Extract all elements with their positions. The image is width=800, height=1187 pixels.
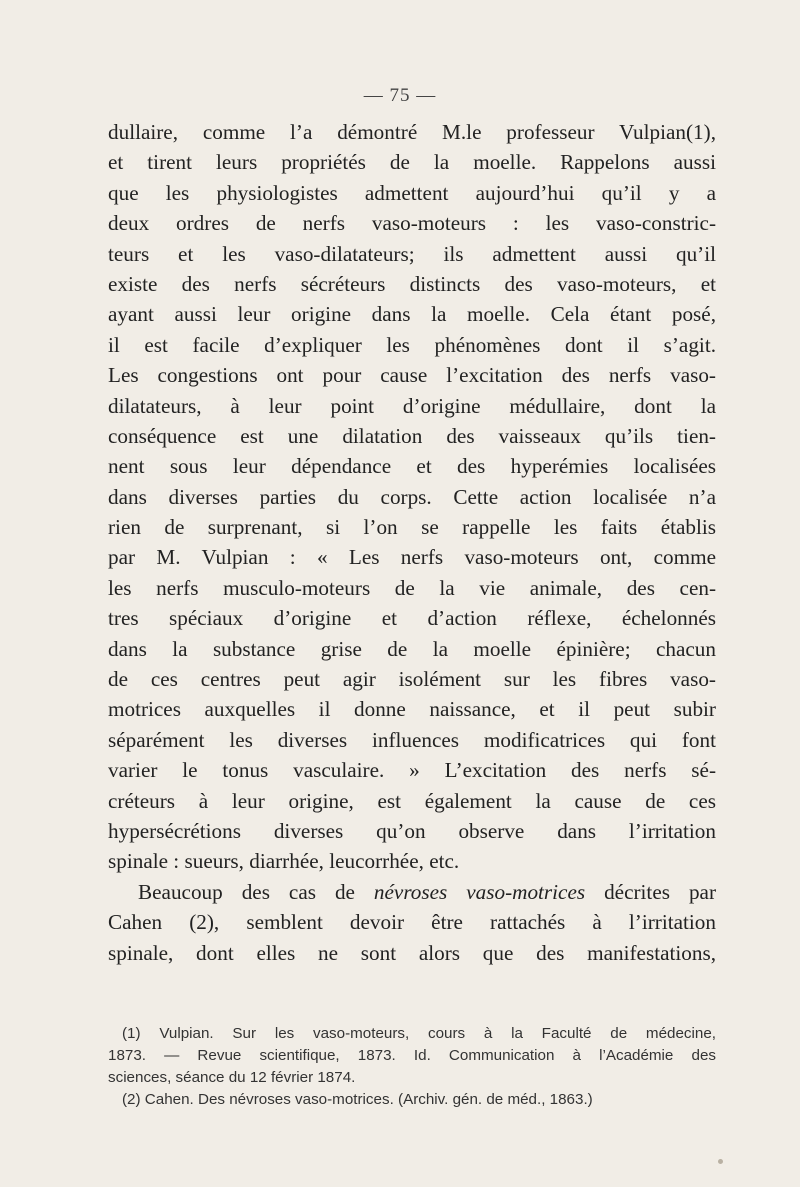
text-line: spinale, dont elles ne sont alors que des manifestations, <box>108 940 716 965</box>
footnote-line: (2) Cahen. Des névroses vaso-motrices. (Archiv. gén. de méd., 1863.) <box>122 1091 593 1108</box>
footnote-line: sciences, séance du 12 février 1874. <box>108 1069 356 1086</box>
text-line: spinale : sueurs, diarrhée, leucorrhée, etc. <box>108 849 460 874</box>
paragraph-first-line <box>108 877 716 907</box>
text-line: motrices auxquelles il donne naissance, et il peut subir <box>108 697 716 722</box>
main-text <box>108 117 716 968</box>
text-line: séparément les diverses influences modificatrices qui font <box>108 727 716 752</box>
text-line: Les congestions ont pour cause l’excitation des nerfs vaso- <box>108 363 716 388</box>
text-line: deux ordres de nerfs vaso-moteurs : les vaso-constric- <box>108 211 716 236</box>
text-line: Cahen (2), semblent devoir être rattachés à l’irritation <box>108 910 716 935</box>
paper-speck <box>718 1159 723 1164</box>
text-line: par M. Vulpian : « Les nerfs vaso-moteurs ont, comme <box>108 545 716 570</box>
text-line: dilatateurs, à leur point d’origine médullaire, dont la <box>108 393 716 418</box>
text-run: Beaucoup des cas de <box>138 879 374 904</box>
text-line: teurs et les vaso-dilatateurs; ils admettent aussi qu’il <box>108 241 716 266</box>
page-number: — 75 — <box>363 85 437 106</box>
text-line: les nerfs musculo-moteurs de la vie animale, des cen- <box>108 575 716 600</box>
text-line: il est facile d’expliquer les phénomènes dont il s’agit. <box>108 332 716 357</box>
text-line: varier le tonus vasculaire. » L’excitation des nerfs sé- <box>108 758 716 783</box>
text-line: dans diverses parties du corps. Cette action localisée n’a <box>108 484 716 509</box>
text-line: tres spéciaux d’origine et d’action réflexe, échelonnés <box>108 606 716 631</box>
text-line: rien de surprenant, si l’on se rappelle les faits établis <box>108 515 716 540</box>
text-line: hypersécrétions diverses qu’on observe dans l’irritation <box>108 818 716 843</box>
text-line: créteurs à leur origine, est également la cause de ces <box>108 788 716 813</box>
text-line: ayant aussi leur origine dans la moelle. Cela étant posé, <box>108 302 716 327</box>
footnote-line: (1) Vulpian. Sur les vaso-moteurs, cours à la Faculté de médecine, <box>122 1025 716 1042</box>
text-line: conséquence est une dilatation des vaisseaux qu’ils tien- <box>108 423 716 448</box>
italic-term: névroses vaso-motrices <box>373 879 586 904</box>
text-line: nent sous leur dépendance et des hyperémies localisées <box>108 454 716 479</box>
footnotes <box>108 1023 716 1111</box>
text-line: et tirent leurs propriétés de la moelle. Rappelons aussi <box>108 150 716 175</box>
text-line: que les physiologistes admettent aujourd’hui qu’il y a <box>108 180 716 205</box>
text-line: dans la substance grise de la moelle épinière; chacun <box>108 636 716 661</box>
text-line: existe des nerfs sécréteurs distincts des vaso-moteurs, et <box>108 271 716 296</box>
text-line: de ces centres peut agir isolément sur les fibres vaso- <box>108 667 716 692</box>
footnote-line: 1873. — Revue scientifique, 1873. Id. Communication à l’Académie des <box>108 1047 716 1064</box>
text-line: dullaire, comme l’a démontré M.le professeur Vulpian(1), <box>108 120 716 144</box>
text-run: décrites par <box>585 879 716 904</box>
